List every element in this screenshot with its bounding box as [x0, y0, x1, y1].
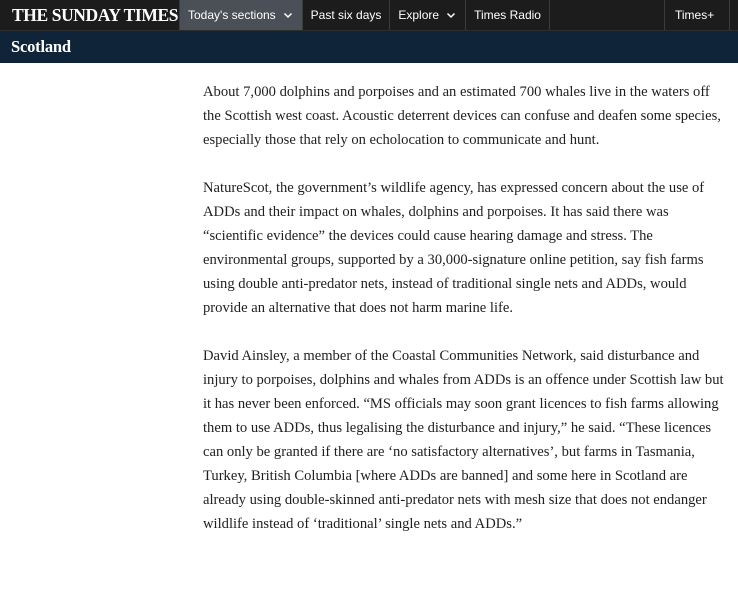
- article-paragraph: David Ainsley, a member of the Coastal Communities Network, said disturbance and injury to porpoises, dolphins and whales from ADDs is an offence under Scottish law but it has never been enforced. “MS officials may soon grant licences to fish farms allowing them to use ADDs, thus legalising the disturbance and injury,” he said. “These licences can only be granted if there are ‘no satisfactory alternatives’, but farms in Tasmania, Turkey, British Columbia [where ADDs are banned] and some here in Scotland are already using double-skinned anti-predator nets with mesh size that does not endanger wildlife instead of ‘traditional’ single nets and ADDs.”: [203, 348, 724, 532]
- nav-explore[interactable]: [389, 0, 465, 30]
- top-navigation-bar: [0, 0, 738, 31]
- nav-todays-sections[interactable]: [179, 0, 302, 30]
- nav-todays-sections-label: Today's sections: [188, 8, 276, 22]
- nav-past-six-days-label: Past six days: [310, 8, 382, 22]
- nav-times-radio[interactable]: [465, 0, 549, 30]
- article-paragraph: About 7,000 dolphins and porpoises and an estimated 700 whales live in the waters off the Scottish west coast. Acoustic deterrent devices can confuse and deafen some species, especially those that rely on echolocation to communicate and hunt.: [203, 84, 721, 148]
- article-paragraph: NatureScot, the government’s wildlife agency, has expressed concern about the use of ADDs and their impact on whales, dolphins and porpoises. It has said there was “scientific evidence” the devices could cause hearing damage and stress. The environmental groups, supported by a 30,000-signature online petition, say fish farms using double anti-predator nets, instead of traditional single nets and ADDs, would provide an alternative that does not harm marine life.: [203, 180, 705, 316]
- article-body: [203, 80, 728, 560]
- section-header-bar: [0, 31, 738, 63]
- chevron-down-icon: [282, 9, 294, 21]
- nav-divider: [729, 0, 738, 30]
- section-title[interactable]: Scotland: [11, 37, 71, 56]
- nav-times-plus-label: Times+: [675, 8, 715, 22]
- nav-times-plus[interactable]: [664, 0, 729, 30]
- chevron-down-icon: [445, 9, 457, 21]
- nav-past-six-days[interactable]: [302, 0, 390, 30]
- nav-explore-label: Explore: [398, 8, 440, 22]
- site-logo[interactable]: THE SUNDAY TIMES: [12, 4, 179, 25]
- nav-times-radio-label: Times Radio: [474, 8, 541, 22]
- nav-spacer: [549, 0, 664, 30]
